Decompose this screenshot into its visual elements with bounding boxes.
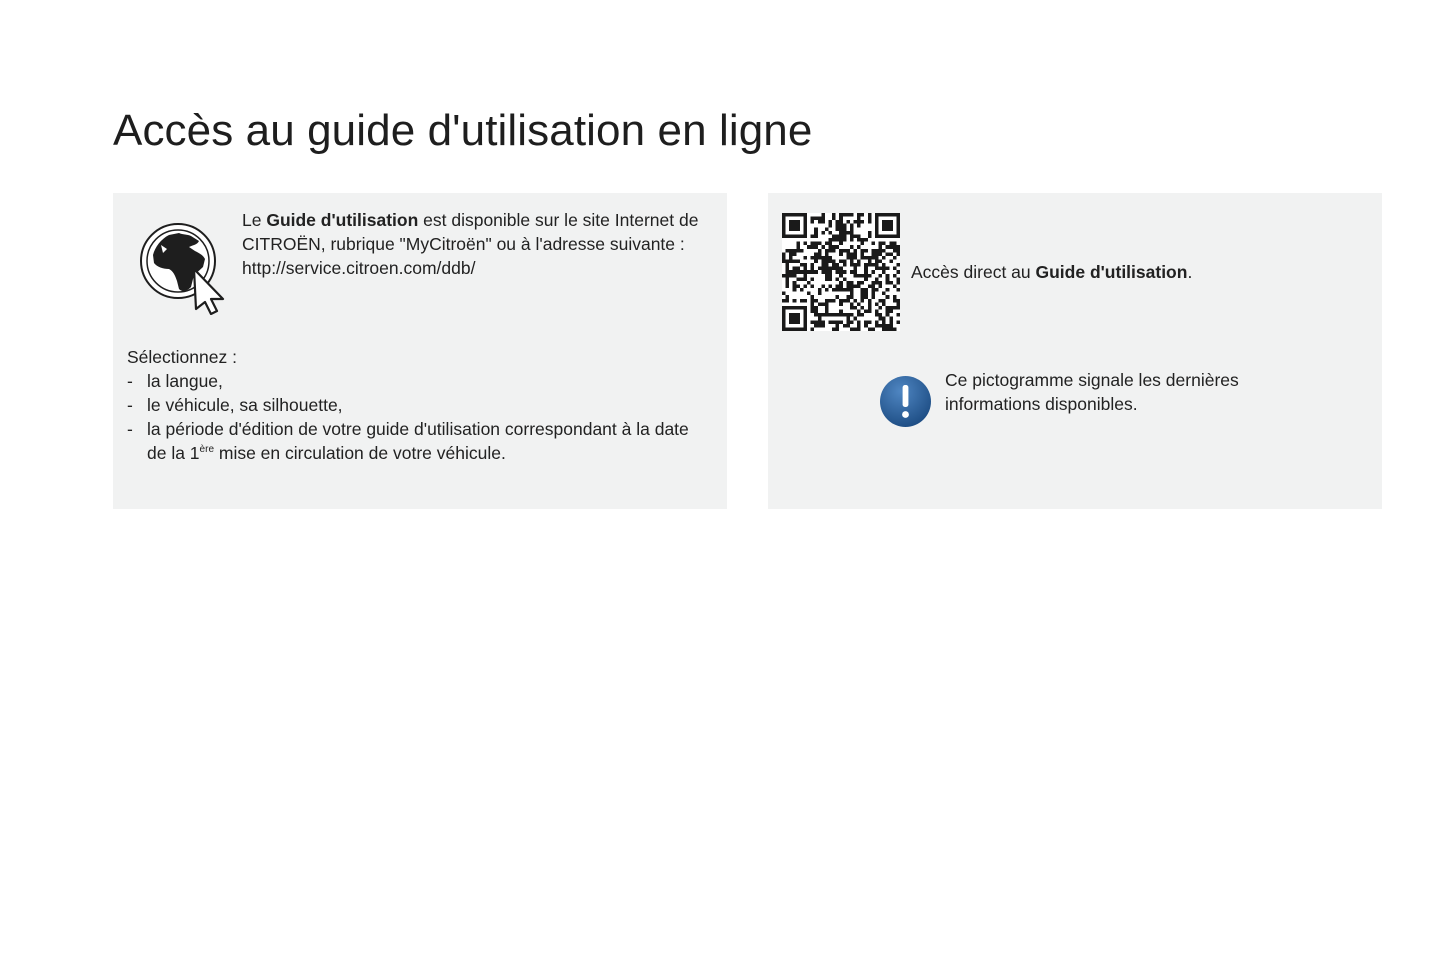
select-list [127, 369, 712, 465]
list-dash: - [127, 371, 133, 391]
globe-cursor-icon [139, 223, 229, 315]
list-item-text: le véhicule, sa silhouette, [147, 395, 343, 415]
qr-caption [911, 260, 1192, 284]
list-item-text-before: la période d'édition de votre guide d'utilisation correspondant à la date de la 1 [147, 419, 689, 463]
list-item-text: la langue, [147, 371, 223, 391]
intro-text [242, 208, 712, 280]
select-heading: Sélectionnez : [127, 347, 237, 367]
qr-access-panel [768, 193, 1382, 509]
page-title: Accès au guide d'utilisation en ligne [113, 106, 813, 155]
exclamation-info-icon [879, 375, 932, 428]
info-text: Ce pictogramme signale les dernières informations disponibles. [945, 370, 1239, 414]
guide-url-link[interactable]: http://service.citroen.com/ddb/ [242, 258, 476, 278]
select-instructions [127, 345, 712, 465]
list-item [127, 417, 712, 465]
qr-caption-suffix: . [1187, 262, 1193, 282]
intro-rest: est disponible sur le site Internet de CITROËN, rubrique "MyCitroën" ou à l'adresse suivante : [242, 210, 699, 254]
qr-caption-prefix: Accès direct au [911, 262, 1036, 282]
list-item [127, 393, 712, 417]
online-guide-panel [113, 193, 727, 509]
list-dash: - [127, 419, 133, 439]
list-item-text-after: mise en circulation de votre véhicule. [214, 443, 506, 463]
qr-caption-bold: Guide d'utilisation [1035, 262, 1188, 282]
ordinal-superscript: ère [199, 444, 214, 455]
qr-code-icon[interactable] [782, 213, 900, 331]
intro-bold-guide: Guide d'utilisation [266, 210, 419, 230]
intro-prefix: Le [242, 210, 267, 230]
list-item [127, 369, 712, 393]
list-dash: - [127, 395, 133, 415]
